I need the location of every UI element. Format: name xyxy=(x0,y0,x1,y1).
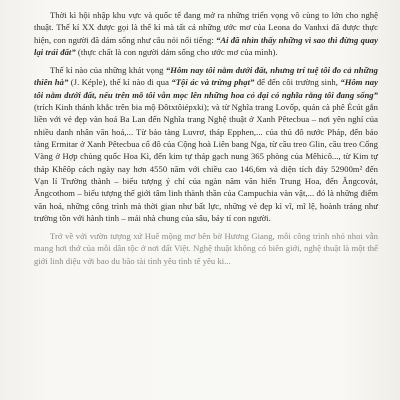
body-text: (J. Képle), thế kỉ nào đi qua xyxy=(68,77,172,88)
paragraph-2 xyxy=(34,64,378,224)
quoted-text: “Tội ác và trừng phạt” xyxy=(171,77,255,88)
paragraph-3 xyxy=(34,230,378,267)
body-text: Trở về với vườn tượng xứ Huế mộng mơ bên bờ Hương Giang, mỗi công trình nhỏ nhoi vẫn mang hơi thở của mỗi dân tộc ở nơi đất Việt. Nghệ thuật không có biên giới, nghệ thuật là một thế giới linh diệu với bao du bão tài tình yêu tình tế yêu ki... xyxy=(34,230,378,266)
body-text: để đến côi trường sinh, xyxy=(254,77,341,88)
page-text xyxy=(34,9,378,272)
body-text: (trích Kinh thánh khắc trên bia mộ Đôtxtôiépxki); và từ Nghĩa trang Lovốp, quán cà phê Écút gắn liền với vẻ đẹp vàn hoá Ba Lan đến Nghĩa trang Nghệ thuật ở Xanh Pêtecbua – nơi yên nghỉ của nhiều danh nhân văn hoá,... Từ bảo tàng Luvrơ, tháp Epphen,... của thủ đô nước Pháp, đến bảo tàng Ermitar ở Xanh Pêtecbua cổ đô của Cộng hoà Liên bang Nga, từ cầu treo Glin, cầu treo Cổng Vàng ở Hợp chủng quốc Hoa Kì, đến kim tự tháp gạch nung 365 phòng của Mêhicô..., từ Kim tự tháp Khêôp cách ngày nay hơn 4550 năm với chiều cao 146,6m và diện tích đáy 52900m² đến Vạn lí Trường thành – biểu tượng ý chí của ngàn năm văn hiến Trung Hoa, đến Ăngcovát, Ăngcothom – biểu tượng thế giới tâm linh thành thần của Campuchia vàn vật,... đó là những điểm văn hoá, những công trình mà thời gian như bất lực, những vẻ đẹp kì vĩ, mĩ lệ, hoành tráng như trường tồn với hành tinh – mái nhà chung của sâu, bảy tỉ con người. xyxy=(34,101,378,223)
quoted-text: “Hôm nay tôi nằm dưới đất, nhưng trí tuệ tôi đo cả những thiên hà” xyxy=(34,64,378,88)
body-text: Thế kỉ nào của những khát vọng xyxy=(50,64,166,75)
paragraph-1 xyxy=(34,9,378,58)
quoted-text: “Ai đã nhìn thấy những vì sao thì đừng quay lại trái đất” xyxy=(34,34,378,58)
body-text: Thời kì hội nhập khu vực và quốc tế đang mở ra những triển vọng vô cùng to lớn cho nghệ thuật. Thế kỉ XX được gọi là thế kỉ mà tất cả những ước mơ của Leona do Vanhxi đã được thực hiện, con người đã dám sống như câu nói nổi tiếng: xyxy=(34,10,378,45)
quoted-text: “Hôm nay tôi nằm dưới đất, nếu trên mồ tôi vẫn mọc lên những hoa cỏ dại có nghĩa rằng tôi đang sống” xyxy=(34,77,378,100)
body-text: (thực chất là con người dám sống cho ước mơ của mình). xyxy=(75,47,278,58)
